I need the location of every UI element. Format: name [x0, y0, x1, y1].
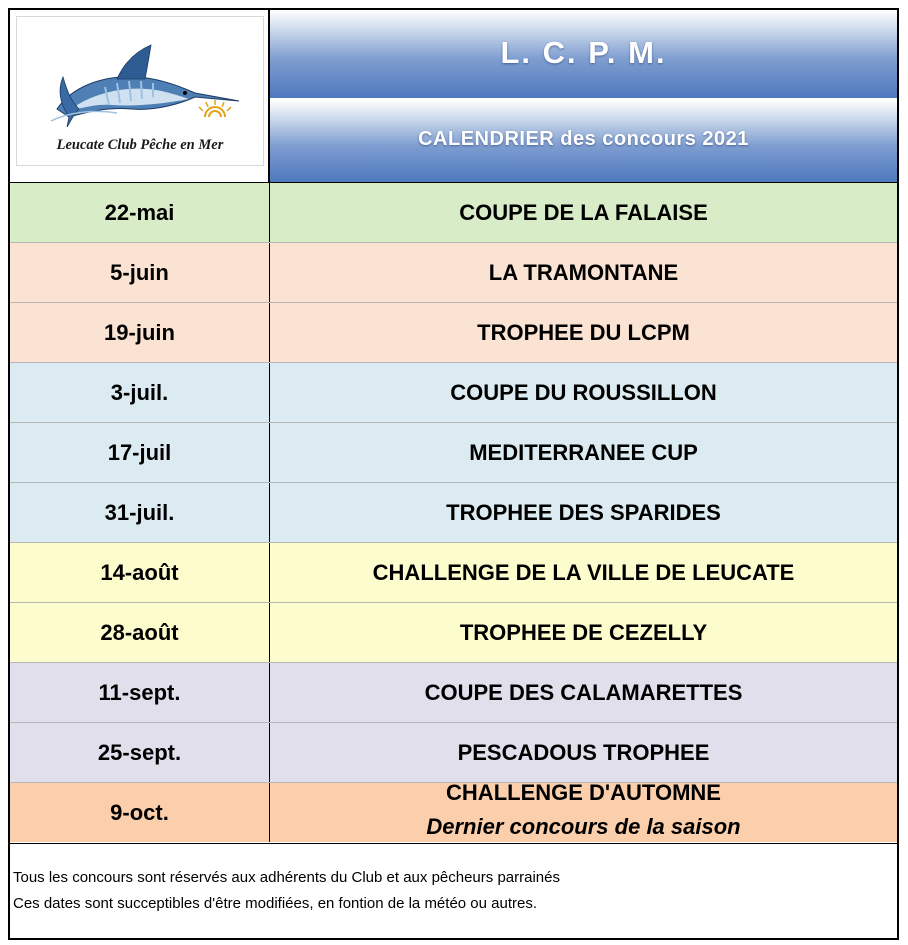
- subtitle-cell: [270, 100, 897, 182]
- club-logo: [16, 16, 264, 166]
- event-name: CHALLENGE DE LA VILLE DE LEUCATE: [372, 559, 795, 585]
- event-date: 3-juil.: [10, 363, 270, 422]
- event-name: TROPHEE DU LCPM: [477, 319, 690, 345]
- logo-cell: [10, 10, 270, 182]
- event-date: 31-juil.: [10, 483, 270, 542]
- footer-notes: [10, 843, 897, 938]
- event-cell: [270, 779, 897, 842]
- event-date: 19-juin: [10, 303, 270, 362]
- table-row: [10, 422, 897, 482]
- event-name: TROPHEE DE CEZELLY: [459, 619, 708, 645]
- event-note: Dernier concours de la saison: [426, 813, 741, 839]
- table-row: [10, 182, 897, 242]
- event-cell: [270, 483, 897, 542]
- event-name: COUPE DES CALAMARETTES: [424, 679, 743, 705]
- event-cell: [270, 303, 897, 362]
- footer-note: Ces dates sont succeptibles d'être modifiées, en fontion de la météo ou autres.: [13, 895, 538, 912]
- table-row: [10, 242, 897, 302]
- table-row: [10, 779, 897, 842]
- calendar-table: [8, 8, 899, 940]
- event-name: PESCADOUS TROPHEE: [457, 739, 710, 765]
- event-name: TROPHEE DES SPARIDES: [446, 499, 721, 525]
- event-rows: [10, 182, 897, 842]
- page-title: L. C. P. M.: [500, 35, 667, 70]
- event-date: 25-sept.: [10, 723, 270, 782]
- event-cell: [270, 723, 897, 782]
- title-cell: [270, 10, 897, 100]
- table-row: [10, 722, 897, 782]
- swordfish-icon: [17, 17, 263, 127]
- table-row: [10, 542, 897, 602]
- event-name: COUPE DU ROUSSILLON: [450, 379, 717, 405]
- event-cell: [270, 183, 897, 242]
- event-date: 11-sept.: [10, 663, 270, 722]
- page-subtitle: CALENDRIER des concours 2021: [418, 128, 749, 150]
- table-row: [10, 302, 897, 362]
- logo-caption: Leucate Club Pêche en Mer: [56, 137, 224, 153]
- event-cell: [270, 363, 897, 422]
- table-row: [10, 602, 897, 662]
- event-name: MEDITERRANEE CUP: [469, 439, 698, 465]
- event-cell: [270, 243, 897, 302]
- event-date: 17-juil: [10, 423, 270, 482]
- event-date: 9-oct.: [10, 783, 270, 842]
- event-name: COUPE DE LA FALAISE: [459, 199, 708, 225]
- event-date: 28-août: [10, 603, 270, 662]
- table-row: [10, 482, 897, 542]
- event-cell: [270, 423, 897, 482]
- footer-note: Tous les concours sont réservés aux adhérents du Club et aux pêcheurs parrainés: [13, 869, 560, 886]
- table-row: [10, 662, 897, 722]
- table-header: [10, 10, 897, 182]
- event-date: 22-mai: [10, 183, 270, 242]
- event-date: 14-août: [10, 543, 270, 602]
- table-row: [10, 362, 897, 422]
- event-cell: [270, 603, 897, 662]
- event-name: CHALLENGE D'AUTOMNE: [446, 779, 721, 805]
- event-cell: [270, 663, 897, 722]
- event-name: LA TRAMONTANE: [488, 259, 679, 285]
- event-cell: [270, 543, 897, 602]
- event-date: 5-juin: [10, 243, 270, 302]
